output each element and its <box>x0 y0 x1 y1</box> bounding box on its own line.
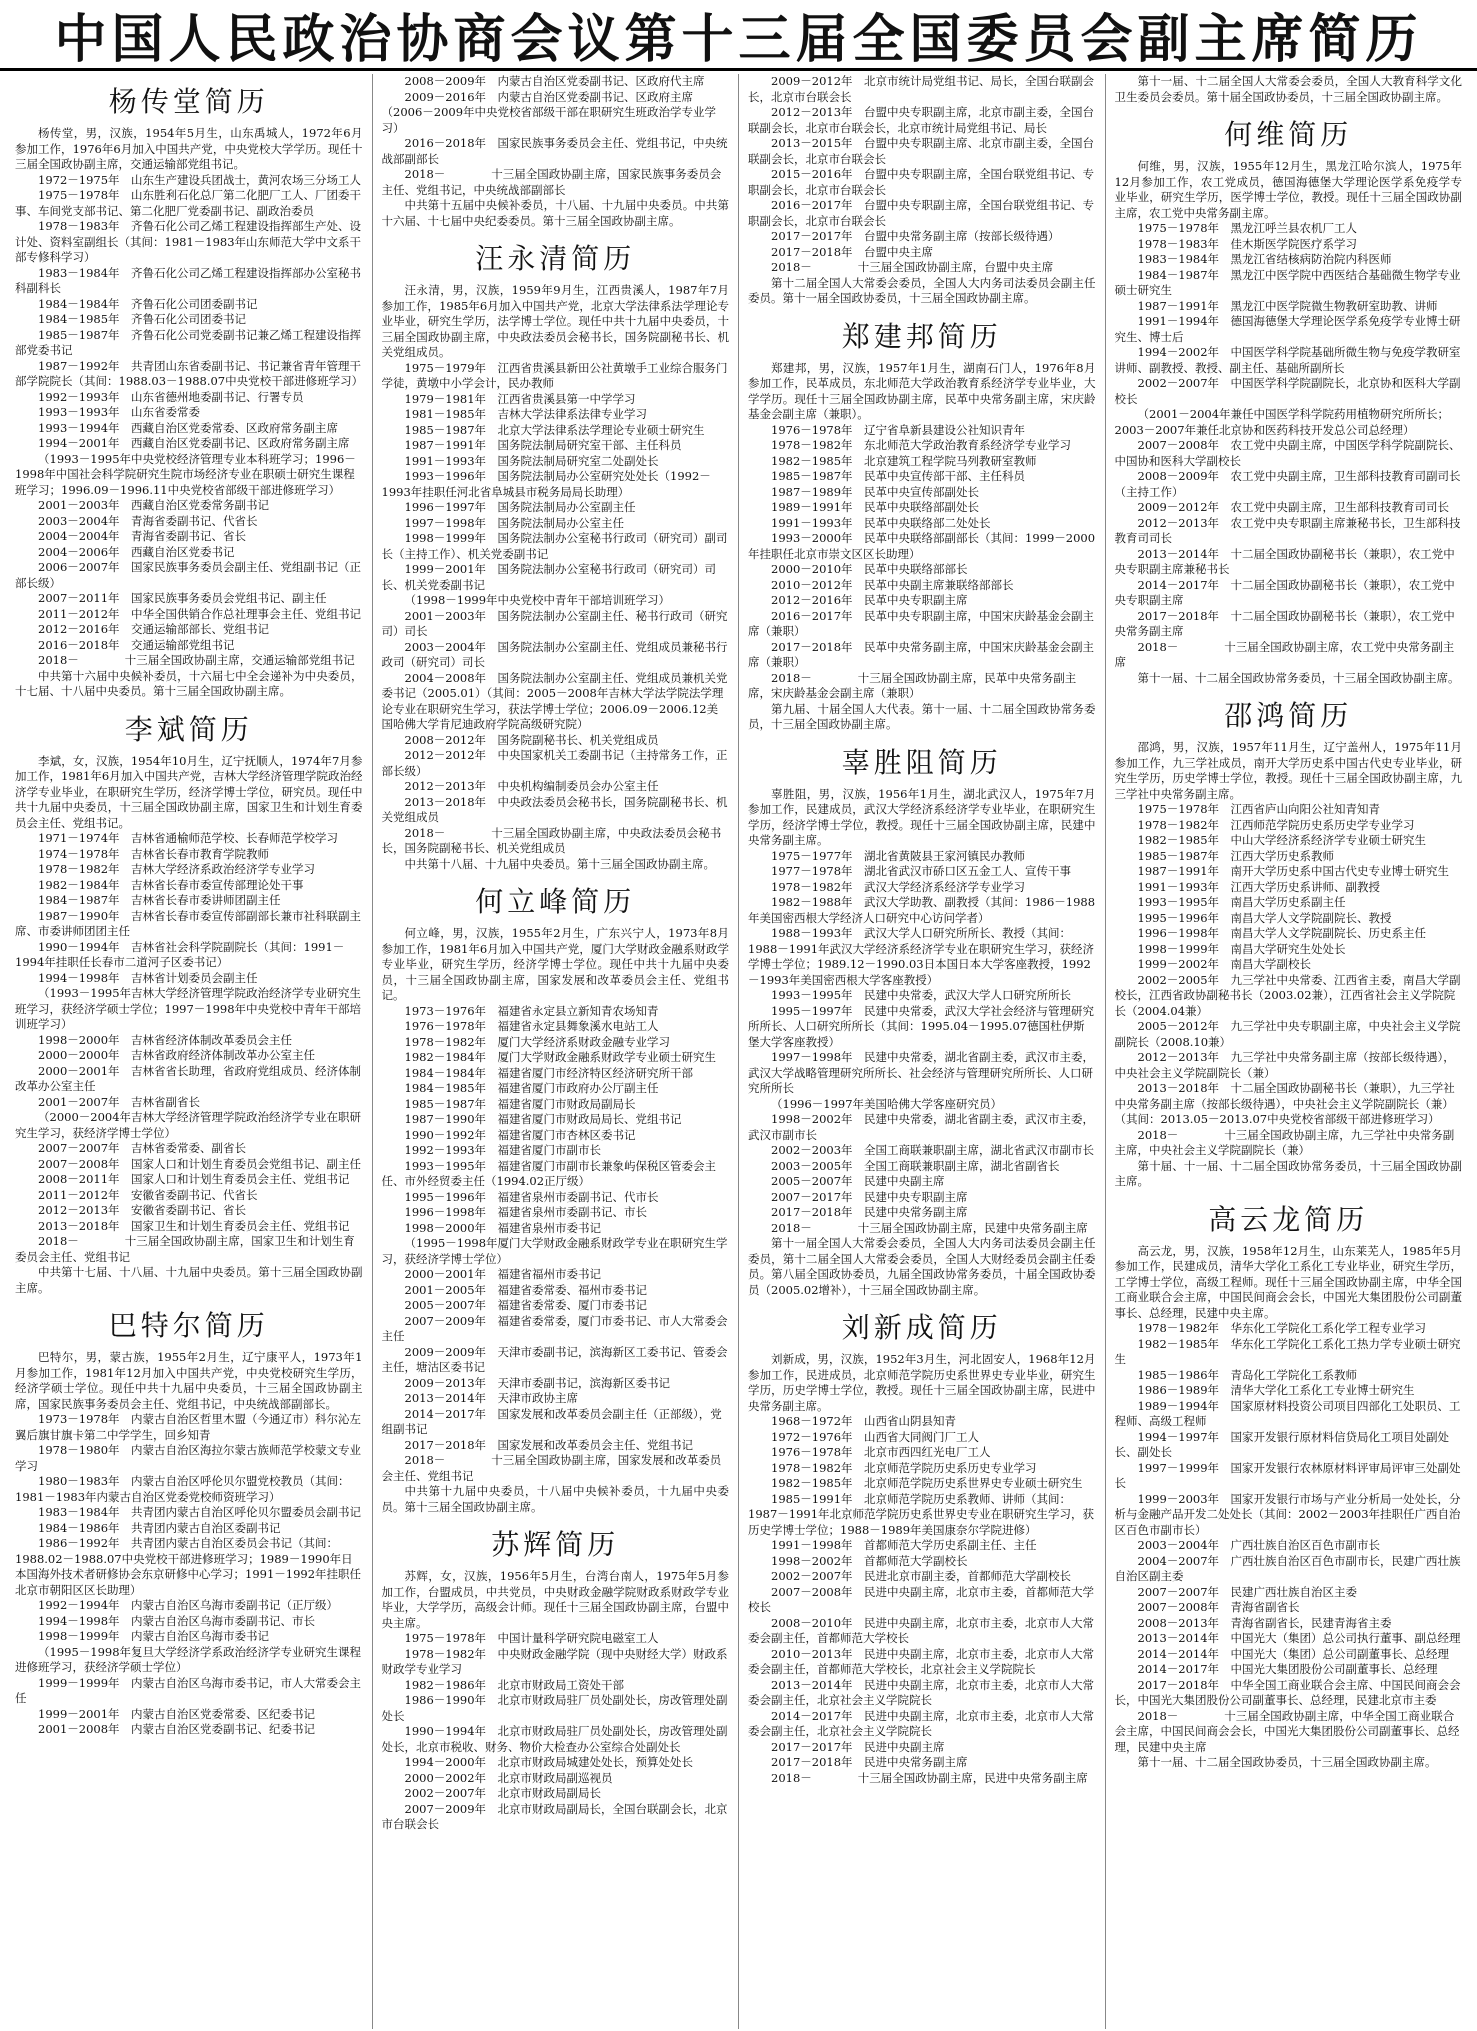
career-entry: 2014－2017年 十二届全国政协副秘书长（兼职），农工党中央专职副主席 <box>1114 577 1455 607</box>
career-entry: 2000－2001年 福建省福州市委书记 <box>404 1267 602 1281</box>
career-entry: 1986－1990年 北京市财政局驻厂员处副处长，房改管理处副处长 <box>381 1693 728 1723</box>
career-entry: 2002－2007年 中国医学科学院副院长，北京协和医科大学副校长 <box>1114 376 1461 406</box>
career-entry: 1996－1997年 国务院法制局办公室副主任 <box>404 500 636 514</box>
career-entry: 1972－1976年 山西省大同阀门厂工人 <box>771 1429 980 1444</box>
career-entry: 1975－1977年 湖北省黄陂县王家河镇民办教师 <box>771 848 1026 863</box>
career-entry: 2018－ 十三届全国政协副主席，九三学社中央常务副主席，中央社会主义学院副院长（兼） <box>1114 1127 1455 1157</box>
career-entry: 1994－1998年 内蒙古自治区乌海市委副书记、市长 <box>38 1613 316 1628</box>
career-entry: 2010－2012年 民革中央副主席兼联络部部长 <box>771 577 1014 592</box>
biography <box>748 741 1096 1299</box>
career-entry: 2002－2007年 北京市财政局副局长 <box>404 1786 602 1800</box>
career-entry: 1979－1981年 江西省贵溪县第一中学学习 <box>404 391 636 406</box>
career-entry: 2003－2004年 青海省委副书记、代省长 <box>38 513 258 528</box>
career-entry: 1984－1984年 齐鲁石化公司团委副书记 <box>38 296 258 311</box>
career-entry: 2001－2003年 国务院法制办公室副主任、秘书行政司（研究司）司长 <box>381 608 728 638</box>
career-entry: 2001－2008年 内蒙古自治区党委副书记、纪委书记 <box>38 1722 316 1736</box>
career-entry: 1994－2001年 西藏自治区党委副书记、区政府常务副主席 <box>38 436 350 450</box>
article-columns <box>6 74 1471 2029</box>
career-entry: 2003－2004年 国务院法制办公室副主任、党组成员兼秘书行政司（研究司）司长 <box>381 639 728 669</box>
career-entry: 2013－2014年 天津市政协主席 <box>404 1391 579 1405</box>
career-entry: 2017－2018年 民革中央常务副主席，中国宋庆龄基金会副主席（兼职） <box>748 639 1095 669</box>
biography-closing: 中共第十九届中央委员，十八届中央候补委员，十九届中央委员。第十三届全国政协副主席。 <box>381 1484 729 1514</box>
biography <box>15 708 363 1297</box>
career-entry: 1997－1998年 国务院法制局办公室主任 <box>404 515 625 530</box>
career-list <box>382 1004 730 1485</box>
career-entry: 2008－2009年 内蒙古自治区党委副书记、区政府代主席 <box>404 74 705 88</box>
career-entry: 2007－2008年 民进中央副主席，北京市主委，首都师范大学校长 <box>748 1584 1095 1614</box>
career-entry: 1980－1983年 内蒙古自治区呼伦贝尔盟党校教员（其间：1981－1983年内蒙古自治区党委党校师资班学习） <box>15 1474 350 1504</box>
career-entry: 1971－1974年 吉林省通榆师范学校、长春师范学校学习 <box>38 831 339 845</box>
career-entry: 1994－1998年 吉林省计划委员会副主任 <box>38 970 258 985</box>
career-entry: 2000－2002年 北京市财政局副巡视员 <box>404 1770 613 1785</box>
career-list <box>382 74 730 198</box>
career-entry: 1985－1991年 北京师范学院历史系教师、讲师（其间：1987－1991年北京师范学院历史系世界史专业在职研究生学习，获历史学博士学位；1988－1989年美国康奈尔学院进修） <box>748 1491 1095 1537</box>
career-entry: 1990－1994年 北京市财政局驻厂员处副处长，房改管理处副处长，北京市税收、财务、物价大检查办公室综合处副处长 <box>381 1724 728 1754</box>
career-entry: 1978－1983年 齐鲁石化公司乙烯工程建设指挥部生产处、设计处、资料室副组长（其间：1981－1983年山东师范大学中文系干部专修科学习） <box>15 219 362 264</box>
biography-closing: 第十一届、十二届全国人大常委会委员，全国人大教育科学文化卫生委员会委员。第十届全国政协委员，十三届全国政协副主席。 <box>1114 74 1462 104</box>
biography-title: 刘新成简历 <box>841 1311 1002 1344</box>
career-entry: 1998－2000年 吉林省经济体制改革委员会主任 <box>38 1032 293 1047</box>
career-entry: 1985－1987年 福建省厦门市财政局副局长 <box>404 1096 636 1111</box>
career-entry: 1978－1980年 内蒙古自治区海拉尔蒙古族师范学校蒙文专业学习 <box>15 1443 362 1473</box>
career-list <box>748 423 1096 702</box>
career-entry: 2012－2013年 中央机构编制委员会办公室主任 <box>404 779 659 793</box>
biography <box>15 80 363 700</box>
career-entry: 1978－1982年 武汉大学经济系经济学专业学习 <box>771 879 1026 894</box>
career-entry: 1984－1987年 吉林省长春市委讲师团副主任 <box>38 893 281 907</box>
biography <box>1115 113 1463 686</box>
career-entry: 2001－2003年 西藏自治区党委常务副书记 <box>38 498 270 512</box>
biography-title: 邵鸿简历 <box>1224 699 1353 732</box>
career-entry: 2016－2018年 交通运输部党组书记 <box>38 637 235 652</box>
career-entry: 2014－2017年 中国光大集团股份公司副董事长、总经理 <box>1137 1662 1438 1676</box>
career-entry: 1978－1982年 中央财政金融学院（现中央财经大学）财政系财政学专业学习 <box>381 1646 728 1676</box>
career-entry: 2018－ 十三届全国政协副主席，国家卫生和计划生育委员会主任、党组书记 <box>15 1234 355 1264</box>
career-entry: （1995－1998年厦门大学财政金融系财政学专业在职研究生学习，获经济学博士学位） <box>381 1236 728 1266</box>
biography-closing: 第十一届全国人大常委会委员，全国人大内务司法委员会副主任委员，第十二届全国人大常委会委员，全国人大财经委员会副主任委员。第八届全国政协委员，九届全国政协常务委员，十届全国政协委员（2005.02增补），十三届全国政协副主席。 <box>748 1236 1096 1297</box>
biography <box>382 74 730 229</box>
career-entry: 1993－1995年 南昌大学历史系副主任 <box>1137 895 1346 909</box>
career-entry: 2012－2016年 交通运输部部长、党组书记 <box>38 622 270 636</box>
career-entry: 1975－1978年 江西省庐山向阳公社知青知青 <box>1137 802 1381 816</box>
career-entry: 1982－1985年 北京建筑工程学院马列教研室教师 <box>771 453 1037 468</box>
career-entry: 2001－2007年 吉林省副省长 <box>38 1094 201 1109</box>
career-entry: 1991－1993年 江西大学历史系讲师、副教授 <box>1137 879 1381 894</box>
career-entry: （2000－2004年吉林大学经济管理学院政治经济学专业在职研究生学习，获经济学博士学位） <box>15 1110 362 1140</box>
career-entry: 1999－1999年 内蒙古自治区乌海市委书记，市人大常委会主任 <box>15 1675 362 1705</box>
career-entry: 1998－1999年 内蒙古自治区乌海市委书记 <box>38 1629 270 1643</box>
career-entry: 1976－1978年 北京市西四红光电厂工人 <box>771 1445 991 1459</box>
career-list <box>748 1414 1096 1786</box>
career-entry: 2013－2014年 民进中央副主席，北京市主委，北京市人大常委会副主任，北京社会主义学院院长 <box>748 1677 1095 1707</box>
career-entry: 2007－2007年 吉林省委常委、副省长 <box>38 1141 247 1155</box>
career-entry: 1978－1982年 北京师范学院历史系历史专业学习 <box>771 1460 1037 1475</box>
career-entry: 2008－2011年 国家人口和计划生育委员会主任、党组书记 <box>38 1172 350 1186</box>
article-column <box>6 74 373 2029</box>
career-entry: 2003－2004年 广西壮族自治区百色市副市长 <box>1137 1538 1381 1552</box>
career-entry: 2004－2006年 西藏自治区党委书记 <box>38 544 235 559</box>
career-entry: 1998－1999年 南昌大学研究生处处长 <box>1137 941 1346 956</box>
career-entry: 1985－1987年 江西大学历史系教师 <box>1137 848 1335 863</box>
career-entry: 2013－2014年 十二届全国政协副秘书长（兼职），农工党中央专职副主席兼秘书长 <box>1114 546 1455 576</box>
career-entry: 1982－1986年 北京市财政局工资处干部 <box>404 1677 625 1692</box>
career-entry: 1985－1987年 民革中央宣传部干部、主任科员 <box>771 469 1026 483</box>
biography <box>1115 1198 1463 1771</box>
biography <box>15 1304 363 1738</box>
career-entry: 2013－2015年 台盟中央专职副主席、北京市副主委，全国台联副会长，北京市台联会长 <box>748 136 1095 166</box>
career-entry: 1998－2002年 首都师范大学副校长 <box>771 1553 968 1568</box>
career-entry: 1993－1995年 福建省厦门市副市长兼象屿保税区管委会主任、市外经贸委主任（1994.02正厅级） <box>381 1158 717 1188</box>
career-list <box>15 1412 363 1738</box>
career-entry: 2018－ 十三届全国政协副主席，民进中央常务副主席 <box>771 1770 1088 1785</box>
career-entry: 1987－1989年 民革中央宣传部副处长 <box>771 484 980 499</box>
career-entry: 2007－2011年 国家民族事务委员会党组书记、副主任 <box>38 591 327 605</box>
career-entry: 2009－2016年 内蒙古自治区党委副书记、区政府主席（2006－2009年中央党校省部级干部在职研究生班政治学专业学习） <box>381 89 717 135</box>
biography-title: 李斌简历 <box>124 712 253 746</box>
career-entry: 1987－1991年 黑龙江中医学院微生物教研室助教、讲师 <box>1137 298 1438 313</box>
career-entry: 1982－1985年 中山大学经济系经济学专业硕士研究生 <box>1137 833 1427 847</box>
career-list <box>382 1631 730 1833</box>
biography <box>748 1306 1096 1786</box>
biography-closing: 中共第十六届中央候补委员，十六届七中全会递补为中央委员，十七届、十八届中央委员。第十三届全国政协副主席。 <box>15 668 363 698</box>
career-entry: 1983－1984年 齐鲁石化公司乙烯工程建设指挥部办公室秘书科副科长 <box>15 265 362 295</box>
career-entry: 1999－2003年 国家开发银行市场与产业分析局一处处长，分析与金融产品开发二处处长（其间：2002－2003年挂职任广西自治区百色市副市长） <box>1114 1491 1461 1537</box>
career-entry: 1988－1993年 武汉大学人口研究所所长、教授（其间：1988－1991年武汉大学经济系经济学专业在职研究生学习，获经济学博士学位；1989.12－1990.03日本国日本大学客座教授，1992－1993年美国密西根大学客座教授） <box>748 926 1095 987</box>
article-column <box>1106 74 1472 2029</box>
career-entry: 1991－1993年 民革中央联络部二处处长 <box>771 515 991 530</box>
biography-intro: 邵鸿，男，汉族，1957年11月生，辽宁盖州人，1975年11月参加工作，九三学社成员，南开大学历史系中国古代史专业毕业，研究生学历，历史学博士学位，教授。现任十三届全国政协副主席，九三学社中央常务副主席。 <box>1114 740 1462 801</box>
career-entry: 1998－2000年 福建省泉州市委书记 <box>404 1220 602 1235</box>
career-entry: 1987－1990年 福建省厦门市财政局局长、党组书记 <box>404 1112 682 1126</box>
career-entry: 1991－1993年 国务院法制局研究室二处副处长 <box>404 453 659 468</box>
career-entry: 2000－2001年 吉林省省长助理，省政府党组成员、经济体制改革办公室主任 <box>15 1063 362 1093</box>
biography-closing: 中共第十五届中央候补委员，十八届、十九届中央委员。中共第十六届、十七届中央纪委委员。第十三届全国政协副主席。 <box>381 198 729 228</box>
career-entry: 1978－1983年 佳木斯医学院医疗系学习 <box>1137 236 1358 251</box>
career-entry: 2017－2018年 十二届全国政协副秘书长（兼职），农工党中央常务副主席 <box>1114 608 1455 638</box>
career-entry: 2018－ 十三届全国政协副主席，中华全国工商业联合会主席，中国民间商会会长，中国光大集团股份公司副董事长、总经理，民建中央主席 <box>1114 1708 1460 1754</box>
biography <box>1115 694 1463 1190</box>
career-entry: 2001－2005年 福建省委常委、福州市委书记 <box>404 1282 648 1297</box>
career-entry: 2013－2018年 十二届全国政协副秘书长（兼职），九三学社中央常务副主席（按部长级待遇），中央社会主义学院副院长（兼）（其间：2013.05－2013.07中央党校省部级干部进修班学习） <box>1114 1081 1455 1126</box>
career-entry: 2002－2005年 九三学社中央常委、江西省主委，南昌大学副校长，江西省政协副秘书长（2003.02兼），江西省社会主义学院院长（2004.04兼） <box>1114 972 1461 1018</box>
career-entry: 2005－2007年 福建省委常委、厦门市委书记 <box>404 1298 648 1312</box>
career-entry: 2012－2013年 台盟中央专职副主席，北京市副主委，全国台联副会长，北京市台联会长，北京市统计局党组书记、局长 <box>748 105 1095 135</box>
biography <box>382 237 730 872</box>
career-entry: （1995－1998年复旦大学经济学系政治经济学专业研究生课程进修班学习，获经济学硕士学位） <box>15 1644 362 1674</box>
career-entry: 2018－ 十三届全国政协副主席，台盟中央主席 <box>771 260 1054 274</box>
career-entry: 1978－1982年 东北师范大学政治教育系经济学专业学习 <box>771 438 1072 452</box>
career-entry: 1989－1991年 民革中央联络部副处长 <box>771 500 980 514</box>
career-entry: 1998－2002年 民建中央常委，湖北省副主委，武汉市主委，武汉市副市长 <box>748 1112 1095 1142</box>
career-entry: 2002－2007年 民进北京市副主委，首都师范大学副校长 <box>771 1569 1072 1583</box>
biography-intro: 高云龙，男，汉族，1958年12月生，山东莱芜人，1985年5月参加工作，民建成员，清华大学化工系化工专业毕业，研究生学历，工学博士学位，高级工程师。现任十三届全国政协副主席，中华全国工商业联合会主席，中国民间商会会长，中国光大集团股份公司副董事长、总经理，民建中央主席。 <box>1114 1243 1462 1320</box>
biography-title: 郑建邦简历 <box>841 319 1002 353</box>
career-entry: 1973－1976年 福建省永定县立新知青农场知青 <box>404 1003 659 1018</box>
career-entry: 1996－1998年 福建省泉州市委副书记、市长 <box>404 1205 648 1219</box>
career-entry: （1996－1997年美国哈佛大学客座研究员） <box>771 1096 1003 1111</box>
career-entry: 2018－ 十三届全国政协副主席，国家发展和改革委员会主任、党组书记 <box>381 1453 722 1483</box>
career-entry: 1975－1978年 山东胜利石化总厂第二化肥厂工人、厂团委干事、车间党支部书记、第二化肥厂党委副书记、副政治委员 <box>15 188 362 218</box>
career-entry: 1973－1978年 内蒙古自治区哲里木盟（今通辽市）科尔沁左翼后旗甘旗卡第二中学学生，回乡知青 <box>15 1412 362 1442</box>
career-entry: 1974－1978年 吉林省长春市教育学院教师 <box>38 846 270 861</box>
career-entry: 2017－2018年 民建中央常务副主席 <box>771 1205 968 1219</box>
career-entry: （2001－2004年兼任中国医学科学院药用植物研究所所长；2003－2007年兼任北京协和医药科技开发总公司总经理） <box>1114 407 1450 437</box>
career-entry: 2007－2009年 福建省委常委，厦门市委书记、市人大常委会主任 <box>381 1313 728 1343</box>
career-entry: 2009－2013年 天津市委副书记，滨海新区委书记 <box>404 1375 671 1390</box>
career-entry: 1999－2001年 国务院法制办公室秘书行政司（研究司）司长、机关党委副书记 <box>381 562 717 592</box>
career-entry: （1993－1995年吉林大学经济管理学院政治经济学专业研究生班学习，获经济学硕士学位；1997－1998年中央党校中青年干部培训班学习） <box>15 986 362 1031</box>
career-entry: 2018－ 十三届全国政协副主席，国家民族事务委员会主任、党组书记，中央统战部副部长 <box>381 167 722 197</box>
career-entry: 1992－1994年 内蒙古自治区乌海市委副书记（正厅级） <box>38 1598 339 1612</box>
career-entry: 1990－1994年 吉林省社会科学院副院长（其间：1991－1994年挂职任长春市二道河子区委书记） <box>15 939 345 969</box>
biography-title: 辜胜阻简历 <box>841 745 1002 779</box>
career-entry: 2012－2013年 安徽省委副书记、省长 <box>38 1203 247 1217</box>
career-list <box>382 361 730 857</box>
career-entry: 2012－2012年 中央国家机关工委副书记（主持常务工作，正部长级） <box>381 748 728 778</box>
biography-title: 何立峰简历 <box>475 885 636 918</box>
career-entry: 1997－1999年 国家开发银行农林原材料评审局评审三处副处长 <box>1114 1460 1461 1490</box>
biography-title: 何维简历 <box>1224 118 1353 151</box>
career-entry: 1972－1975年 山东生产建设兵团战士，黄河农场三分场工人 <box>38 172 362 187</box>
biography-closing: 中共第十七届、十八届、十九届中央委员。第十三届全国政协副主席。 <box>15 1265 363 1295</box>
career-entry: 1994－2002年 中国医学科学院基础所微生物与免疫学教研室讲师、副教授、教授、副主任、基础所副所长 <box>1114 345 1461 375</box>
career-entry: 2007－2008年 青海省副省长 <box>1137 1600 1300 1614</box>
biography-title: 高云龙简历 <box>1208 1202 1369 1236</box>
biography-intro: 何维，男，汉族，1955年12月生，黑龙江哈尔滨人，1975年12月参加工作，农工党成员，德国海德堡大学理论医学系免疫学专业毕业，研究生学历，医学博士学位，教授。现任十三届全国政协副主席，农工党中央常务副主席。 <box>1114 159 1462 220</box>
career-entry: 2007－2008年 农工党中央副主席，中国医学科学院副院长、中国协和医科大学副校长 <box>1114 438 1461 468</box>
career-list <box>1115 1321 1463 1755</box>
career-entry: 2013－2014年 中国光大（集团）总公司执行董事、副总经理 <box>1137 1631 1461 1645</box>
biography-closing: 第十一届、十二届全国政协委员，十三届全国政协副主席。 <box>1137 1755 1437 1769</box>
career-entry: 1976－1978年 福建省永定县舞象溪水电站工人 <box>404 1019 659 1033</box>
career-entry: 1993－1996年 国务院法制局办公室研究处处长（1992－1993年挂职任河北省阜城县市税务局局长助理） <box>381 469 711 499</box>
career-entry: 1984－1986年 共青团内蒙古自治区委副书记 <box>38 1520 281 1535</box>
biography-intro: 李斌，女，汉族，1954年10月生，辽宁抚顺人，1974年7月参加工作，1981年6月加入中国共产党，吉林大学经济管理学院政治经济学专业毕业，在职研究生学历，经济学博士学位，研究员。现任中共十九届中央委员，十三届全国政协副主席，国家卫生和计划生育委员会主任、党组书记。 <box>15 753 363 830</box>
biography <box>1115 74 1463 105</box>
career-list <box>1115 802 1463 1159</box>
career-entry: 1994－2000年 北京市财政局城建处处长，预算处处长 <box>404 1755 694 1769</box>
career-entry: 2018－ 十三届全国政协副主席，农工党中央常务副主席 <box>1114 639 1455 669</box>
career-entry: 1975－1978年 黑龙江呼兰县农机厂工人 <box>1137 221 1358 235</box>
career-entry: 1976－1978年 辽宁省阜新县建设公社知识青年 <box>771 422 1026 437</box>
career-entry: 1995－1996年 福建省泉州市委副书记、代市长 <box>404 1189 659 1204</box>
biography-intro: 何立峰，男，汉族，1955年2月生，广东兴宁人，1973年8月参加工作，1981年6月加入中国共产党，厦门大学财政金融系财政学专业毕业，研究生学历，经济学博士学位。现任中共十九届中央委员，十三届全国政协副主席，国家发展和改革委员会主任、党组书记。 <box>381 926 729 1002</box>
career-entry: 1994－1997年 国家开发银行原材料信贷局化工项目处副处长、副处长 <box>1114 1429 1450 1459</box>
biography-intro: 刘新成，男，汉族，1952年3月生，河北固安人，1968年12月参加工作，民进成员，北京师范学院历史系世界史专业毕业，研究生学历，历史学博士学位，教授。现任十三届全国政协副主席，民进中央常务副主席。 <box>748 1352 1096 1413</box>
career-entry: 2008－2010年 民进中央副主席，北京市主委，北京市人大常委会副主任，首都师范大学校长 <box>748 1615 1095 1645</box>
career-entry: 2016－2017年 民革中央专职副主席，中国宋庆龄基金会副主席（兼职） <box>748 608 1095 638</box>
career-entry: 1998－1999年 国务院法制办公室秘书行政司（研究司）副司长（主持工作）、机关党委副书记 <box>381 531 728 561</box>
career-entry: 2010－2013年 民进中央副主席，北京市主委，北京市人大常委会副主任，首都师范大学校长，北京社会主义学院院长 <box>748 1646 1095 1676</box>
biography-title: 杨传堂简历 <box>108 85 269 118</box>
career-entry: 1982－1985年 华东化工学院化工系化工热力学专业硕士研究生 <box>1114 1336 1461 1366</box>
career-entry: 1982－1988年 武汉大学助教、副教授（其间：1986－1988年美国密西根大学经济人口研究中心访问学者） <box>748 895 1096 925</box>
career-entry: 2016－2017年 台盟中央专职副主席，全国台联党组书记、专职副会长，北京市台联会长 <box>748 198 1095 228</box>
career-entry: 1978－1982年 吉林大学经济系政治经济学专业学习 <box>38 862 316 876</box>
career-entry: 2003－2005年 全国工商联兼职副主席，湖北省副省长 <box>771 1158 1060 1173</box>
career-entry: 1975－1979年 江西省贵溪县新田公社黄墩手工业综合服务门学徒，黄墩中小学会计，民办教师 <box>381 360 728 390</box>
career-entry: 1987－1991年 国务院法制局研究室干部、主任科员 <box>404 438 682 452</box>
career-entry: （1998－1999年中央党校中青年干部培训班学习） <box>404 593 671 607</box>
page-headline: 中国人民政治协商会议第十三届全国委员会副主席简历 <box>54 9 1423 70</box>
career-entry: 1985－1987年 齐鲁石化公司党委副书记兼乙烯工程建设指挥部党委书记 <box>15 327 362 357</box>
career-entry: 1978－1982年 华东化工学院化工系化学工程专业学习 <box>1137 1321 1427 1335</box>
career-entry: 1995－1997年 民建中央常委，武汉大学社会经济与管理研究所所长、人口研究所所长（其间：1995.04－1995.07德国杜伊斯堡大学客座教授） <box>748 1003 1095 1049</box>
career-entry: 2000－2000年 吉林省政府经济体制改革办公室主任 <box>38 1048 316 1062</box>
career-entry: 2013－2018年 国家卫生和计划生育委员会主任、党组书记 <box>38 1218 350 1233</box>
career-entry: 2015－2016年 台盟中央专职副主席，全国台联党组书记、专职副会长，北京市台联会长 <box>748 167 1095 197</box>
career-list <box>748 849 1096 1237</box>
career-entry: 1983－1984年 黑龙江省结核病防治院内科医师 <box>1137 252 1392 266</box>
career-entry: 1993－2000年 民革中央联络部副部长（其间：1999－2000年挂职任北京市崇文区区长助理） <box>748 531 1096 561</box>
career-entry: 2007－2008年 国家人口和计划生育委员会党组书记、副主任 <box>38 1156 362 1171</box>
career-entry: 1986－1989年 清华大学化工系化工专业博士研究生 <box>1137 1383 1415 1397</box>
article-column <box>739 74 1106 2029</box>
biography-closing: 第九届、十届全国人大代表。第十一届、十二届全国政协常务委员，十三届全国政协副主席。 <box>748 701 1096 731</box>
career-entry: 1989－1994年 国家原材料投资公司项目四部化工处职员、工程师、高级工程师 <box>1114 1398 1461 1428</box>
career-entry: 1984－1985年 齐鲁石化公司团委书记 <box>38 312 247 326</box>
career-entry: 2013－2018年 中央政法委员会秘书长，国务院副秘书长、机关党组成员 <box>381 794 728 824</box>
career-entry: 1992－1993年 福建省厦门市副市长 <box>404 1143 602 1157</box>
career-entry: 2006－2007年 国家民族事务委员会副主任、党组副书记（正部长级） <box>15 560 362 590</box>
career-entry: 1975－1978年 中国计量科学研究院电磁室工人 <box>404 1631 659 1645</box>
career-entry: 2017－2017年 台盟中央常务副主席（按部长级待遇） <box>771 229 1060 243</box>
career-entry: 2008－2009年 农工党中央副主席，卫生部科技教育司副司长（主持工作） <box>1114 469 1461 499</box>
biography <box>382 1523 730 1833</box>
career-entry: 1990－1992年 福建省厦门市杏林区委书记 <box>404 1127 636 1142</box>
biography-intro: 汪永清，男，汉族，1959年9月生，江西贵溪人，1987年7月参加工作，1985年6月加入中国共产党，北京大学法律系法学理论专业毕业，研究生学历，法学博士学位。现任中共十九届中央委员，十三届全国政协副主席，中央政法委员会秘书长，国务院副秘书长、机关党组成员。 <box>381 283 729 359</box>
career-entry: 1995－1996年 南昌大学人文学院副院长、教授 <box>1137 910 1392 925</box>
career-entry: 2004－2008年 国务院法制办公室副主任、党组成员兼机关党委书记（2005.01）（其间：2005－2008年吉林大学法学院法学理论专业在职研究生学习，获法学博士学位；2006.09－2006.12美国哈佛大学肯尼迪政府学院高级研究院） <box>381 670 728 731</box>
career-entry: 2004－2004年 青海省委副书记、省长 <box>38 529 247 543</box>
career-entry: 2014－2017年 国家发展和改革委员会副主任（正部级），党组副书记 <box>381 1406 722 1436</box>
career-entry: 2004－2007年 广西壮族自治区百色市副市长，民建广西壮族自治区副主委 <box>1114 1553 1461 1583</box>
career-entry: 1993－1995年 民建中央常委，武汉大学人口研究所所长 <box>771 988 1072 1002</box>
career-entry: 1981－1985年 吉林大学法律系法律专业学习 <box>404 407 648 421</box>
biography-closing: 第十二届全国人大常委会委员，全国人大内务司法委员会副主任委员。第十一届全国政协委员，十三届全国政协副主席。 <box>748 275 1096 305</box>
career-entry: 1978－1982年 江西师范学院历史系历史学专业学习 <box>1137 817 1415 832</box>
career-entry: 1982－1985年 北京师范学院历史系世界史专业硕士研究生 <box>771 1476 1083 1490</box>
career-entry: 2017－2018年 民进中央常务副主席 <box>771 1755 968 1769</box>
biography-intro: 巴特尔，男，蒙古族，1955年2月生，辽宁康平人，1973年1月参加工作，1981年12月加入中国共产党，中央党校研究生学历，经济学硕士学位。现任中共十九届中央委员，十三届全国政协副主席，国家民族事务委员会主任、党组书记，中央统战部副部长。 <box>15 1350 363 1411</box>
masthead <box>0 0 1477 71</box>
biography-closing: 中共第十八届、十九届中央委员。第十三届全国政协副主席。 <box>404 856 715 871</box>
career-entry: 2018－ 十三届全国政协副主席，民革中央常务副主席，宋庆龄基金会副主席（兼职） <box>748 670 1077 700</box>
career-entry: 1982－1984年 厦门大学财政金融系财政学专业硕士研究生 <box>404 1050 717 1064</box>
career-entry: 1984－1984年 福建省厦门市经济特区经济研究所干部 <box>404 1065 694 1080</box>
career-entry: 1968－1972年 山西省山阴县知青 <box>771 1414 957 1428</box>
career-entry: 2014－2014年 中国光大（集团）总公司副董事长、总经理 <box>1137 1646 1450 1661</box>
career-entry: 1993－1994年 西藏自治区党委常委、区政府常务副主席 <box>38 420 339 435</box>
career-entry: 2005－2012年 九三学社中央专职副主席，中央社会主义学院副院长（2008.10兼） <box>1114 1019 1461 1049</box>
career-entry: 2017－2017年 民进中央副主席 <box>771 1739 945 1754</box>
career-entry: 2009－2012年 农工党中央副主席，卫生部科技教育司司长 <box>1137 500 1450 514</box>
career-entry: 1992－1993年 山东省德州地委副书记、行署专员 <box>38 389 304 404</box>
biography <box>748 74 1096 307</box>
biography-intro: 苏辉，女，汉族，1956年5月生，台湾台南人，1975年5月参加工作，台盟成员，中共党员，中央财政金融学院财政系财政学专业毕业，大学学历，高级会计师。现任十三届全国政协副主席，台盟中央主席。 <box>381 1569 729 1630</box>
career-entry: 1984－1987年 黑龙江中医学院中西医结合基础微生物学专业硕士研究生 <box>1114 267 1461 297</box>
career-entry: 2002－2003年 全国工商联兼职副主席，湖北省武汉市副市长 <box>771 1143 1095 1157</box>
career-entry: 2018－ 十三届全国政协副主席，交通运输部党组书记 <box>38 653 355 667</box>
career-entry: 1986－1992年 共青团内蒙古自治区委员会书记（其间：1988.02－1988.07中央党校干部进修班学习；1989－1990年日本国海外技术者研修协会东京研修中心学习；1991－1992年挂职任北京市朝阳区区长助理） <box>15 1536 362 1597</box>
career-entry: 1987－1992年 共青团山东省委副书记、书记兼省青年管理干部学院院长（其间：1988.03－1988.07中央党校干部进修班学习） <box>15 358 364 388</box>
career-entry: 2008－2013年 青海省副省长，民建青海省主委 <box>1137 1615 1392 1630</box>
career-entry: 2017－2018年 国家发展和改革委员会主任、党组书记 <box>404 1437 694 1452</box>
biography-closing: 第十届、十一届、十二届全国政协常务委员，十三届全国政协副主席。 <box>1114 1158 1462 1188</box>
biography-closing: 第十一届、十二届全国政协常务委员，十三届全国政协副主席。 <box>1137 670 1460 685</box>
career-entry: 1985－1987年 北京大学法律系法学理论专业硕士研究生 <box>404 422 705 437</box>
career-entry: 1996－1998年 南昌大学人文学院副院长、历史系主任 <box>1137 926 1427 940</box>
career-list <box>15 173 363 669</box>
career-entry: 1993－1993年 山东省委常委 <box>38 405 201 419</box>
biography-intro: 郑建邦，男，汉族，1957年1月生，湖南石门人，1976年8月参加工作，民革成员，东北师范大学政治教育系经济学专业毕业，大学学历。现任十三届全国政协副主席，民革中央常务副主席，宋庆龄基金会副主席（兼职）。 <box>748 360 1096 421</box>
career-entry: 2007－2007年 民建广西壮族自治区主委 <box>1137 1584 1358 1599</box>
career-entry: 2007－2017年 民建中央专职副主席 <box>771 1189 968 1204</box>
career-entry: 1978－1982年 厦门大学经济系财政金融专业学习 <box>404 1034 671 1049</box>
biography-title: 巴特尔简历 <box>108 1309 269 1342</box>
career-entry: 2011－2012年 安徽省委副书记、代省长 <box>38 1187 258 1202</box>
career-entry: 2007－2009年 北京市财政局副局长，全国台联副会长，北京市台联会长 <box>381 1801 728 1831</box>
career-entry: 2014－2017年 民进中央副主席，北京市主委，北京市人大常委会副主任，北京社会主义学院院长 <box>748 1708 1095 1738</box>
career-entry: 1982－1984年 吉林省长春市委宣传部理论处干事 <box>38 877 304 892</box>
career-entry: 1991－1994年 德国海德堡大学理论医学系免疫学专业博士研究生、博士后 <box>1114 314 1461 344</box>
career-entry: 2011－2012年 中华全国供销合作总社理事会主任、党组书记 <box>38 606 362 621</box>
article-column <box>373 74 740 2029</box>
biography-title: 苏辉简历 <box>491 1528 620 1561</box>
career-entry: 1999－2001年 内蒙古自治区党委常委、区纪委书记 <box>38 1706 316 1721</box>
career-entry: 2000－2010年 民革中央联络部部长 <box>771 562 968 576</box>
career-entry: 2012－2013年 农工党中央专职副主席兼秘书长，卫生部科技教育司司长 <box>1114 515 1461 545</box>
career-entry: 1983－1984年 共青团内蒙古自治区呼伦贝尔盟委员会副书记 <box>38 1505 362 1519</box>
career-entry: 1999－2002年 南昌大学副校长 <box>1137 957 1312 971</box>
career-entry: 1985－1986年 青岛化工学院化工系教师 <box>1137 1367 1358 1382</box>
career-list <box>748 74 1096 276</box>
career-entry: （1993－1995年中央党校经济管理专业本科班学习；1996－1998年中国社会科学院研究生院市场经济专业在职硕士研究生课程班学习；1996.09－1996.11中央党校省部级干部进修班学习） <box>15 451 356 497</box>
career-entry: 2009－2009年 天津市委副书记，滨海新区工委书记、管委会主任，塘沽区委书记 <box>381 1344 728 1374</box>
career-entry: 1997－1998年 民建中央常委，湖北省副主委，武汉市主委，武汉大学战略管理研究所所长、社会经济与管理研究所所长、人口研究所所长 <box>748 1050 1095 1095</box>
career-list <box>1115 221 1463 671</box>
career-entry: 1987－1991年 南开大学历史系中国古代史专业博士研究生 <box>1137 864 1450 878</box>
career-entry: 2016－2018年 国家民族事务委员会主任、党组书记，中央统战部副部长 <box>381 136 728 166</box>
biography <box>748 315 1096 733</box>
career-entry: 2008－2012年 国务院副秘书长、机关党组成员 <box>404 732 659 747</box>
career-entry: 2009－2012年 北京市统计局党组书记、局长，全国台联副会长，北京市台联会长 <box>748 74 1095 104</box>
career-entry: 2012－2013年 九三学社中央常务副主席（按部长级待遇），中央社会主义学院副院长（兼） <box>1114 1050 1455 1080</box>
career-entry: 2017－2018年 台盟中央主席 <box>771 244 934 259</box>
career-entry: 1991－1998年 首都师范大学历史系副主任、主任 <box>771 1538 1037 1552</box>
career-list <box>15 831 363 1265</box>
biography <box>382 880 730 1515</box>
career-entry: 1987－1990年 吉林省长春市委宣传部副部长兼市社科联副主席、市委讲师团团主任 <box>15 908 362 938</box>
career-entry: 2012－2016年 民革中央专职副主席 <box>771 593 968 607</box>
career-entry: 2005－2007年 民建中央副主席 <box>771 1174 945 1188</box>
biography-intro: 辜胜阻，男，汉族，1956年1月生，湖北武汉人，1975年7月参加工作，民建成员，武汉大学经济系经济学专业毕业，在职研究生学历，经济学博士学位，教授。现任十三届全国政协副主席，民建中央常务副主席。 <box>748 786 1096 847</box>
career-entry: 1984－1985年 福建省厦门市政府办公厅副主任 <box>404 1081 659 1095</box>
career-entry: 2018－ 十三届全国政协副主席，民建中央常务副主席 <box>771 1220 1088 1235</box>
career-entry: 1977－1978年 湖北省武汉市硚口区五金工人、宣传干事 <box>771 864 1072 878</box>
career-entry: 2018－ 十三届全国政协副主席，中央政法委员会秘书长，国务院副秘书长、机关党组成员 <box>381 825 722 855</box>
biography-title: 汪永清简历 <box>475 242 636 275</box>
career-entry: 2017－2018年 中华全国工商业联合会主席、中国民间商会会长，中国光大集团股份公司副董事长、总经理，民建北京市主委 <box>1114 1677 1461 1707</box>
biography-intro: 杨传堂，男，汉族，1954年5月生，山东禹城人，1972年6月参加工作，1976年6月加入中国共产党，中央党校大学学历。现任十三届全国政协副主席，交通运输部党组书记。 <box>15 126 363 171</box>
